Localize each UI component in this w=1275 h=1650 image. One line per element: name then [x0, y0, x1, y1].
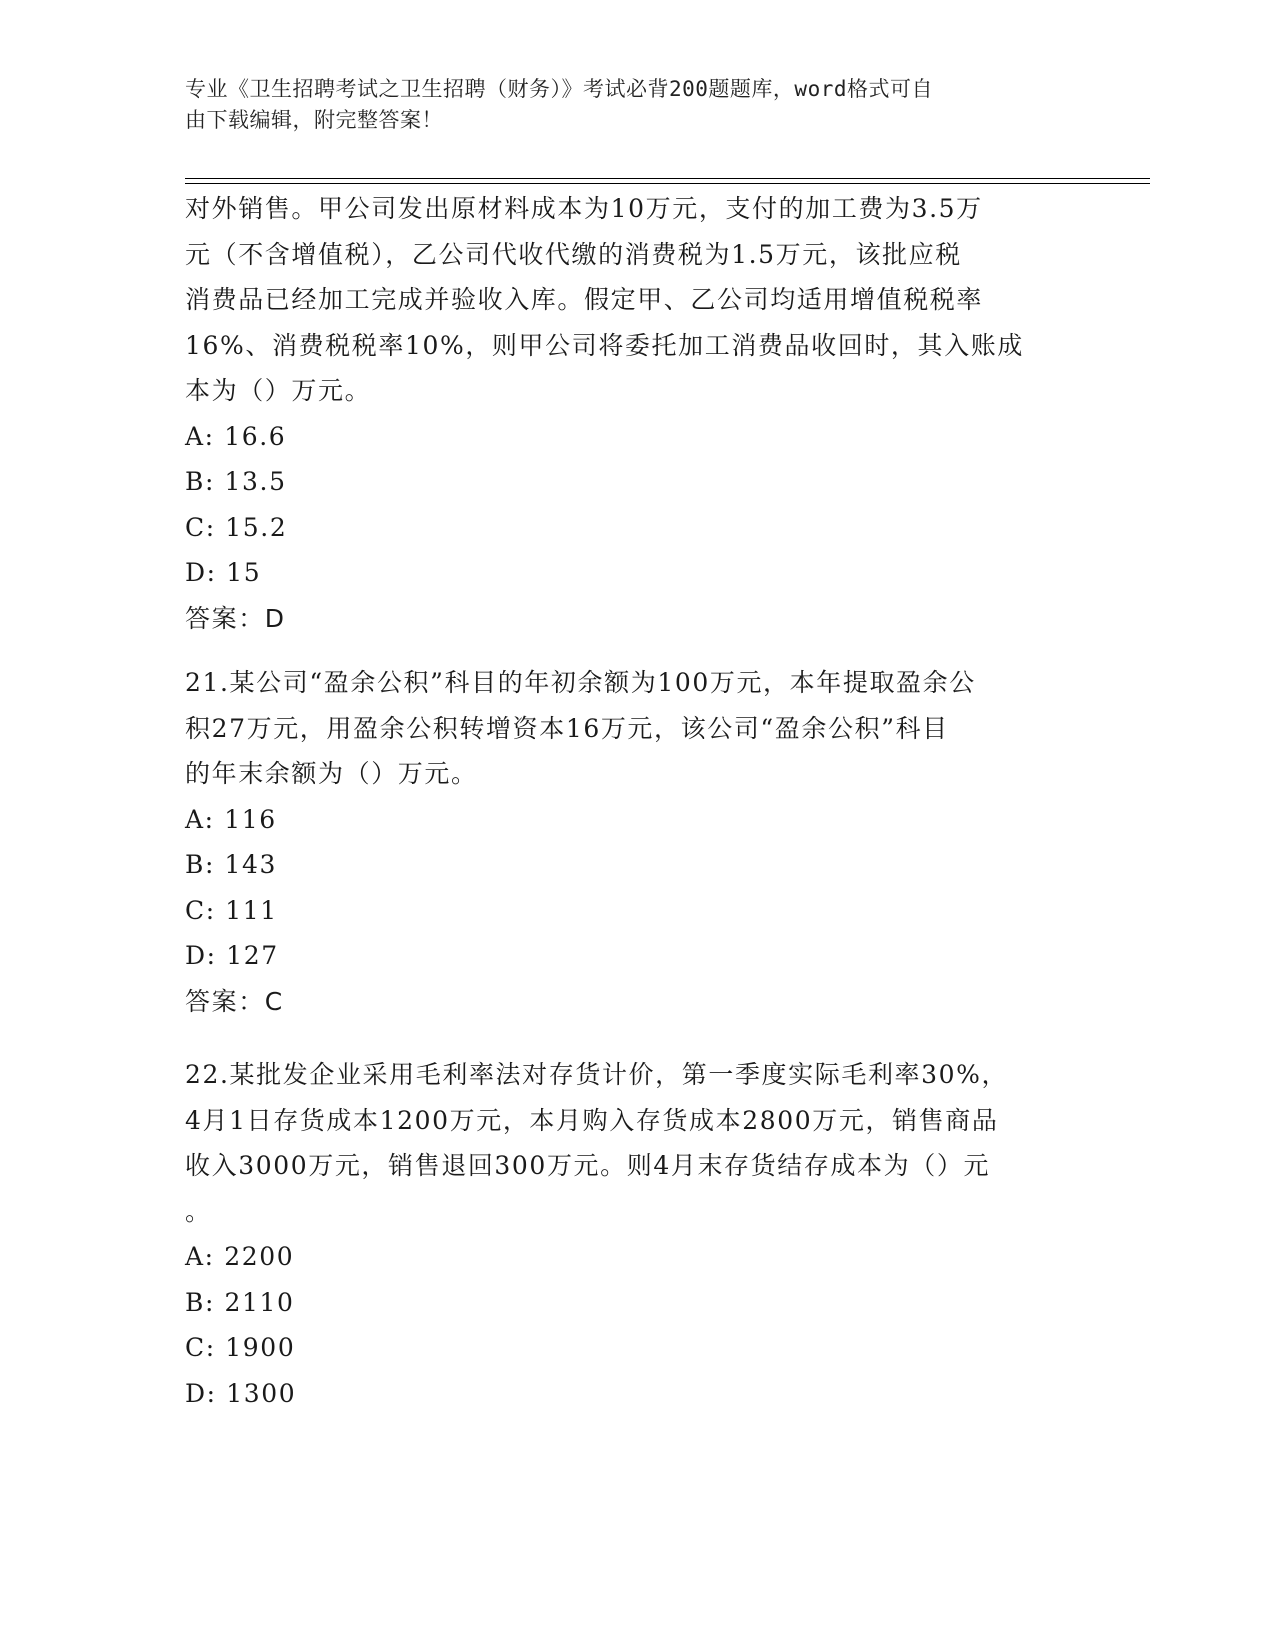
- option-d: D: 1300: [185, 1378, 297, 1408]
- header-rule-top: [185, 178, 1150, 179]
- option-a: A: 16.6: [185, 421, 287, 451]
- question-text-line: 对外销售。甲公司发出原材料成本为10万元，支付的加工费为3.5万: [185, 194, 983, 223]
- option-a: A: 116: [185, 804, 277, 834]
- option-d: D: 127: [185, 941, 279, 970]
- header-line-1: 专业《卫生招聘考试之卫生招聘（财务）》考试必背200题题库，word格式可自: [185, 77, 933, 101]
- option-d: D: 15: [185, 558, 262, 587]
- question-text-line: 本为（）万元。: [185, 376, 372, 405]
- document-header: [185, 74, 1075, 136]
- option-b: B: 13.5: [185, 467, 287, 496]
- question-text-line: 4月1日存货成本1200万元，本月购入存货成本2800万元，销售商品: [185, 1105, 999, 1135]
- question-text-line: 消费品已经加工完成并验收入库。假定甲、乙公司均适用增值税税率: [185, 285, 984, 314]
- question-text-line: 21.某公司“盈余公积”科目的年初余额为100万元，本年提取盈余公: [185, 668, 976, 697]
- question-text-line: 16%、消费税税率10%，则甲公司将委托加工消费品收回时，其入账成: [185, 330, 1024, 360]
- question-21: [185, 660, 1085, 1024]
- option-b: B: 2110: [185, 1287, 295, 1317]
- question-text-line: 元（不含增值税），乙公司代收代缴的消费税为1.5万元，该批应税: [185, 239, 962, 269]
- question-text-line: 22.某批发企业采用毛利率法对存货计价，第一季度实际毛利率30%，: [185, 1060, 1009, 1089]
- option-b: B: 143: [185, 850, 278, 879]
- header-rule-bottom: [185, 183, 1150, 184]
- answer: 答案：D: [185, 603, 286, 633]
- question-text-line: 。: [185, 1196, 212, 1226]
- header-line-2: 由下载编辑，附完整答案！: [185, 108, 443, 132]
- option-c: C: 15.2: [185, 512, 288, 542]
- option-c: C: 1900: [185, 1333, 296, 1362]
- option-c: C: 111: [185, 895, 278, 925]
- question-22: [185, 1052, 1085, 1416]
- option-a: A: 2200: [185, 1242, 295, 1271]
- question-text-line: 积27万元，用盈余公积转增资本16万元，该公司“盈余公积”科目: [185, 713, 949, 743]
- question-20: [185, 186, 1085, 641]
- question-text-line: 的年末余额为（）万元。: [185, 759, 478, 788]
- question-text-line: 收入3000万元，销售退回300万元。则4月末存货结存成本为（）元: [185, 1151, 991, 1180]
- answer: 答案：C: [185, 986, 284, 1016]
